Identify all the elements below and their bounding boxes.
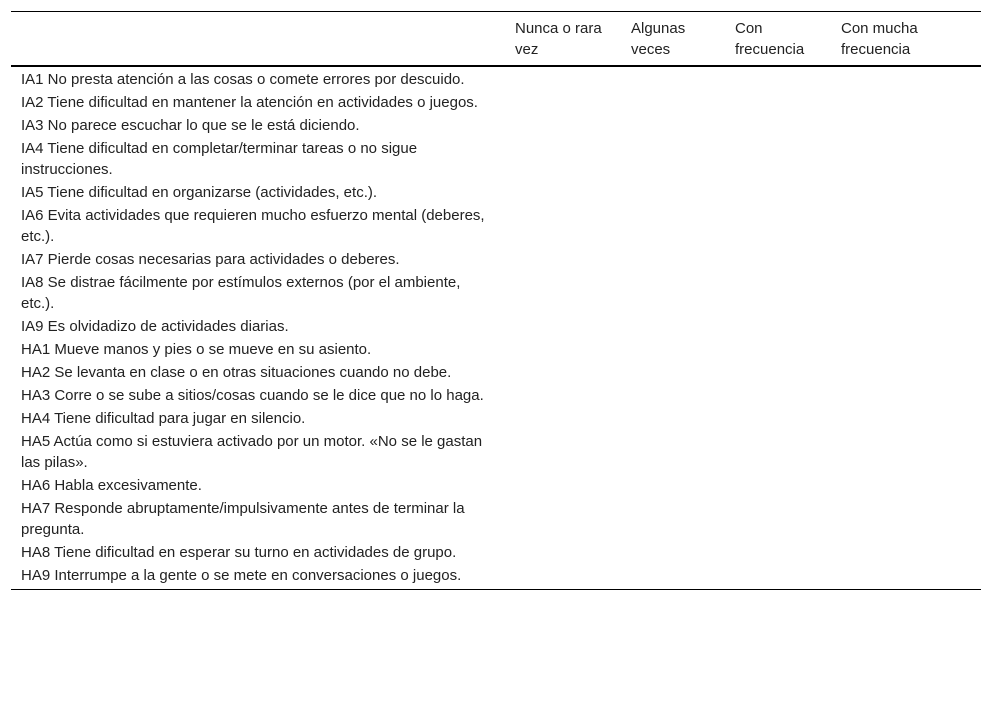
item-text: IA1 No presta atención a las cosas o comete errores por descuido. [21, 71, 465, 88]
response-cell [621, 430, 725, 474]
response-cell [725, 248, 831, 271]
response-cell [621, 204, 725, 248]
table-header [11, 12, 981, 66]
response-cell [505, 430, 621, 474]
table-row [11, 338, 981, 361]
item-text: HA9 Interrumpe a la gente o se mete en conversaciones o juegos. [21, 567, 462, 584]
response-cell [831, 541, 981, 564]
table-row [11, 315, 981, 338]
response-cell [725, 66, 831, 91]
response-cell [505, 338, 621, 361]
response-cell [505, 248, 621, 271]
response-cell [621, 181, 725, 204]
item-text: HA2 Se levanta en clase o en otras situaciones cuando no debe. [21, 364, 452, 381]
response-cell [621, 384, 725, 407]
response-cell [831, 407, 981, 430]
response-cell [831, 564, 981, 589]
table-row [11, 474, 981, 497]
response-cell [831, 474, 981, 497]
item-text: IA5 Tiene dificultad en organizarse (actividades, etc.). [21, 184, 378, 201]
response-cell [831, 384, 981, 407]
response-cell [725, 474, 831, 497]
table-row [11, 430, 981, 474]
response-cell [505, 271, 621, 315]
table-row [11, 66, 981, 91]
response-cell [505, 474, 621, 497]
response-cell [505, 497, 621, 541]
response-cell [831, 430, 981, 474]
table-row [11, 564, 981, 589]
response-cell [725, 137, 831, 181]
response-cell [725, 204, 831, 248]
response-cell [725, 430, 831, 474]
response-cell [505, 204, 621, 248]
item-text: HA7 Responde abruptamente/impulsivamente antes de terminar la pregunta. [21, 500, 465, 538]
table-body [11, 66, 981, 589]
response-cell [831, 66, 981, 91]
response-cell [621, 338, 725, 361]
response-cell [725, 361, 831, 384]
response-cell [621, 114, 725, 137]
response-cell [505, 66, 621, 91]
table-row [11, 137, 981, 181]
response-cell [621, 541, 725, 564]
header-item-column [11, 12, 505, 66]
response-cell [505, 91, 621, 114]
response-cell [725, 271, 831, 315]
table-row [11, 541, 981, 564]
header-column-con-frecuencia: Con frecuencia [725, 12, 831, 66]
response-cell [831, 271, 981, 315]
response-cell [621, 248, 725, 271]
response-cell [831, 315, 981, 338]
response-cell [621, 497, 725, 541]
response-cell [725, 315, 831, 338]
response-cell [621, 407, 725, 430]
table-row [11, 91, 981, 114]
response-cell [725, 564, 831, 589]
response-cell [621, 564, 725, 589]
item-text: IA9 Es olvidadizo de actividades diarias. [21, 318, 289, 335]
item-text: IA8 Se distrae fácilmente por estímulos externos (por el ambiente, etc.). [21, 274, 461, 312]
response-cell [505, 407, 621, 430]
item-text: HA3 Corre o se sube a sitios/cosas cuando se le dice que no lo haga. [21, 387, 484, 404]
response-cell [621, 66, 725, 91]
table-row [11, 181, 981, 204]
table-row [11, 271, 981, 315]
table-row [11, 384, 981, 407]
header-column-nunca: Nunca o rara vez [505, 12, 621, 66]
response-cell [831, 137, 981, 181]
response-cell [725, 497, 831, 541]
item-text: IA4 Tiene dificultad en completar/terminar tareas o no sigue instrucciones. [21, 140, 418, 178]
response-cell [505, 315, 621, 338]
questionnaire-table-container [11, 11, 981, 590]
item-text: HA6 Habla excesivamente. [21, 477, 202, 494]
response-cell [621, 315, 725, 338]
header-column-algunas: Algunas veces [621, 12, 725, 66]
item-text: HA5 Actúa como si estuviera activado por un motor. «No se le gastan las pilas». [21, 433, 483, 471]
item-text: IA6 Evita actividades que requieren mucho esfuerzo mental (deberes, etc.). [21, 207, 485, 245]
response-cell [725, 181, 831, 204]
response-cell [725, 114, 831, 137]
response-cell [505, 114, 621, 137]
response-cell [725, 407, 831, 430]
table-row [11, 497, 981, 541]
response-cell [505, 384, 621, 407]
response-cell [831, 181, 981, 204]
table-row [11, 407, 981, 430]
table-row [11, 361, 981, 384]
response-cell [725, 541, 831, 564]
item-text: IA7 Pierde cosas necesarias para actividades o deberes. [21, 251, 400, 268]
response-cell [831, 248, 981, 271]
response-cell [505, 564, 621, 589]
questionnaire-table [11, 12, 981, 589]
item-text: HA8 Tiene dificultad en esperar su turno en actividades de grupo. [21, 544, 457, 561]
response-cell [505, 541, 621, 564]
item-text: HA1 Mueve manos y pies o se mueve en su asiento. [21, 341, 372, 358]
header-row [11, 12, 981, 66]
response-cell [831, 361, 981, 384]
item-text: HA4 Tiene dificultad para jugar en silencio. [21, 410, 306, 427]
response-cell [505, 137, 621, 181]
response-cell [831, 204, 981, 248]
response-cell [505, 361, 621, 384]
header-column-con-mucha-frecuencia: Con mucha frecuencia [831, 12, 981, 66]
response-cell [725, 91, 831, 114]
item-text: IA2 Tiene dificultad en mantener la atención en actividades o juegos. [21, 94, 478, 111]
table-row [11, 114, 981, 137]
table-row [11, 248, 981, 271]
response-cell [831, 338, 981, 361]
response-cell [725, 384, 831, 407]
response-cell [621, 474, 725, 497]
item-text: IA3 No parece escuchar lo que se le está diciendo. [21, 117, 360, 134]
response-cell [621, 361, 725, 384]
response-cell [725, 338, 831, 361]
table-row [11, 204, 981, 248]
response-cell [621, 91, 725, 114]
response-cell [831, 114, 981, 137]
response-cell [831, 91, 981, 114]
response-cell [621, 137, 725, 181]
response-cell [831, 497, 981, 541]
response-cell [621, 271, 725, 315]
response-cell [505, 181, 621, 204]
